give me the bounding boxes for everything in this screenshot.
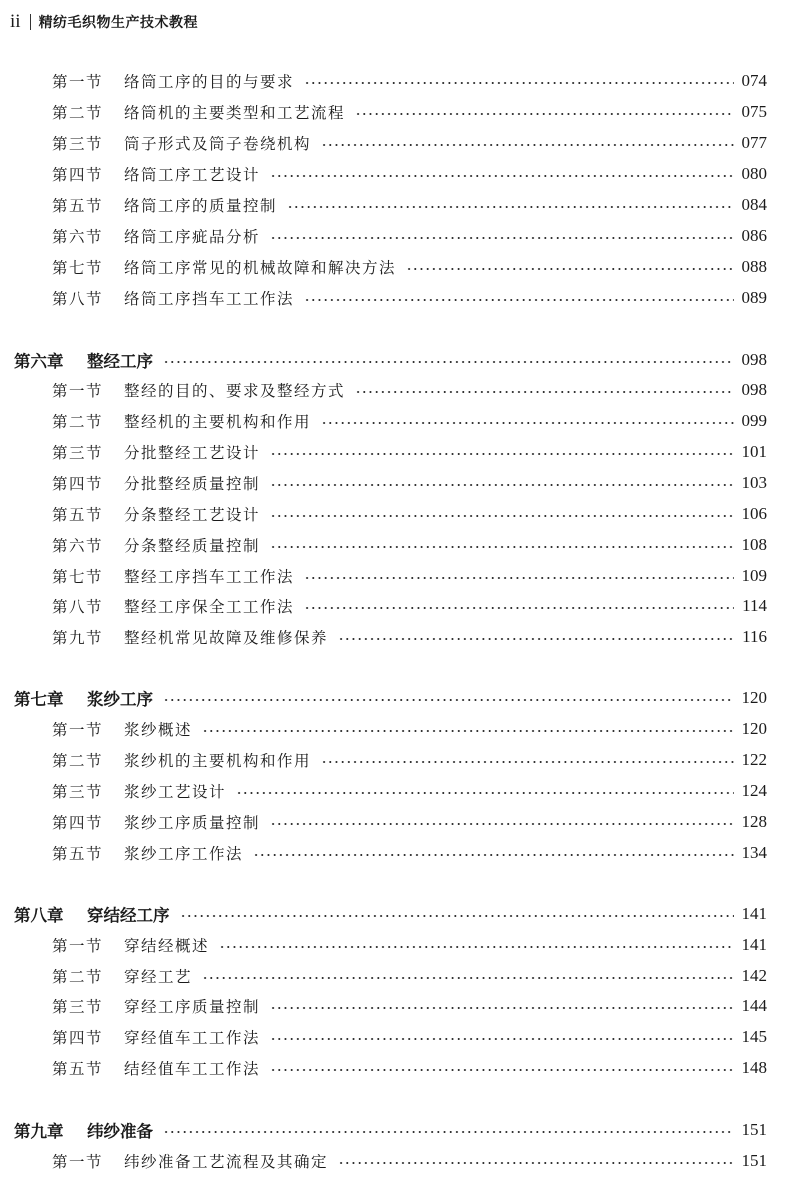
toc-section-entry[interactable] [0,778,767,804]
section-number: 第三节 [52,783,104,801]
chapter-number: 第七章 [14,690,64,709]
section-number: 第一节 [52,1153,104,1171]
toc-section-entry[interactable] [0,963,767,989]
toc-section-entry[interactable] [0,593,767,619]
section-title: 浆纱工序质量控制 [124,814,261,832]
toc-entry-label [52,934,209,956]
toc-entry-label [52,503,260,525]
toc-entry-label [52,1150,328,1172]
toc-entry-label [52,163,260,185]
toc-entry-label [52,472,260,494]
dot-leader [270,1069,733,1071]
page-reference: 075 [741,102,767,121]
dot-leader [270,515,733,517]
toc-section-entry[interactable] [0,809,767,835]
page-reference: 109 [741,566,767,585]
section-title: 纬纱准备工艺流程及其确定 [124,1153,329,1171]
dot-leader [321,144,733,146]
page-reference: 108 [741,535,767,554]
dot-leader [321,761,733,763]
toc-section-entry[interactable] [0,439,767,465]
toc-entry-label [52,132,311,154]
section-title: 络筒工序的目的与要求 [124,73,295,91]
section-number: 第五节 [52,197,104,215]
toc-chapter-entry[interactable] [0,685,767,711]
section-title: 整经工序保全工工作法 [124,598,295,616]
section-title: 浆纱概述 [124,721,193,739]
chapter-number: 第六章 [14,352,64,371]
section-title: 整经机常见故障及维修保养 [124,629,329,647]
page-reference: 124 [741,781,767,800]
dot-leader [355,113,733,115]
toc-section-entry[interactable] [0,161,767,187]
section-number: 第七节 [52,259,104,277]
dot-leader [270,484,733,486]
section-number: 第五节 [52,1060,104,1078]
section-number: 第四节 [52,814,104,832]
toc-section-entry[interactable] [0,932,767,958]
section-number: 第一节 [52,382,104,400]
page-reference: 074 [741,71,767,90]
dot-leader [270,1038,733,1040]
toc-entry-label [52,1026,260,1048]
toc-entry-label [52,995,260,1017]
section-number: 第五节 [52,506,104,524]
section-number: 第六节 [52,228,104,246]
toc-section-entry[interactable] [0,470,767,496]
dot-leader [253,854,733,856]
book-title: 精纺毛织物生产技术教程 [38,15,199,31]
page-reference: 151 [741,1120,767,1139]
dot-leader [202,730,733,732]
dot-leader [180,915,734,917]
toc-section-entry[interactable] [0,1148,767,1174]
toc-entry-label [52,287,294,309]
section-title: 穿经工序质量控制 [124,998,261,1016]
page-reference: 116 [742,627,767,646]
toc-entry-label [52,811,260,833]
dot-leader [270,823,733,825]
dot-leader [202,977,733,979]
page-reference: 151 [741,1151,767,1170]
chapter-title: 纬纱准备 [87,1122,153,1141]
toc-chapter-entry[interactable] [0,901,767,927]
toc-section-entry[interactable] [0,285,767,311]
section-number: 第八节 [52,598,104,616]
dot-leader [304,82,733,84]
section-title: 穿经工艺 [124,968,193,986]
toc-entry-label [52,780,226,802]
section-number: 第五节 [52,845,104,863]
section-title: 浆纱工艺设计 [124,783,227,801]
dot-leader [406,268,733,270]
toc-entry-label [52,410,311,432]
toc-entry-label [14,348,153,372]
toc-entry-label [52,101,345,123]
section-title: 络筒工序工艺设计 [124,166,261,184]
page-reference: 098 [741,350,767,369]
toc-section-entry[interactable] [0,99,767,125]
dot-leader [338,1162,733,1164]
dot-leader [304,577,733,579]
dot-leader [304,299,733,301]
toc-section-entry[interactable] [0,254,767,280]
toc-section-entry[interactable] [0,223,767,249]
section-number: 第一节 [52,73,104,91]
toc-section-entry[interactable] [0,68,767,94]
dot-leader [270,453,733,455]
chapter-number: 第九章 [14,1122,64,1141]
section-title: 络筒工序挡车工工作法 [124,290,295,308]
toc-section-entry[interactable] [0,192,767,218]
toc-section-entry[interactable] [0,532,767,558]
page-reference: 088 [741,257,767,276]
page-reference: 080 [741,164,767,183]
section-title: 络筒机的主要类型和工艺流程 [124,104,346,122]
toc-section-entry[interactable] [0,377,767,403]
toc-entry-label [52,595,294,617]
toc-section-entry[interactable] [0,563,767,589]
toc-section-entry[interactable] [0,408,767,434]
chapter-number: 第八章 [14,906,64,925]
section-number: 第二节 [52,413,104,431]
toc-section-entry[interactable] [0,840,767,866]
page-reference: 142 [741,966,767,985]
section-title: 整经机的主要机构和作用 [124,413,312,431]
section-title: 分批整经工艺设计 [124,444,261,462]
dot-leader [163,361,734,363]
toc-entry-label [52,225,260,247]
section-number: 第八节 [52,290,104,308]
toc-section-entry[interactable] [0,501,767,527]
toc-section-entry[interactable] [0,624,767,650]
dot-leader [321,422,733,424]
dot-leader [338,638,734,640]
section-number: 第四节 [52,1029,104,1047]
toc-entry-label [14,1118,153,1142]
dot-leader [163,1131,734,1133]
toc-entry-label [52,749,311,771]
section-title: 浆纱机的主要机构和作用 [124,752,312,770]
section-title: 分条整经质量控制 [124,537,261,555]
section-title: 整经工序挡车工工作法 [124,568,295,586]
toc-entry-label [52,194,277,216]
section-title: 络筒工序常见的机械故障和解决方法 [124,259,397,277]
toc-section-entry[interactable] [0,993,767,1019]
section-title: 穿经值车工工作法 [124,1029,261,1047]
dot-leader [304,607,734,609]
section-number: 第六节 [52,537,104,555]
toc-entry-label [52,256,396,278]
toc-entry-label [52,626,328,648]
toc-section-entry[interactable] [0,130,767,156]
section-number: 第四节 [52,475,104,493]
toc-entry-label [52,70,294,92]
toc-entry-label [52,965,192,987]
dot-leader [355,391,733,393]
section-title: 结经值车工工作法 [124,1060,261,1078]
page-reference: 144 [741,996,767,1015]
section-title: 络筒工序的质量控制 [124,197,278,215]
page-reference: 086 [741,226,767,245]
toc-entry-label [14,902,170,926]
page-reference: 120 [741,688,767,707]
page-reference: 098 [741,380,767,399]
chapter-title: 穿结经工序 [87,906,170,925]
section-title: 穿结经概述 [124,937,210,955]
page-reference: 103 [741,473,767,492]
page-reference: 089 [741,288,767,307]
page-reference: 120 [741,719,767,738]
page-number: ii [10,11,21,32]
chapter-title: 浆纱工序 [87,690,153,709]
section-title: 整经的目的、要求及整经方式 [124,382,346,400]
page-reference: 077 [741,133,767,152]
page-reference: 148 [741,1058,767,1077]
section-number: 第一节 [52,721,104,739]
page-reference: 106 [741,504,767,523]
page-reference: 084 [741,195,767,214]
section-title: 络筒工序疵品分析 [124,228,261,246]
page-reference: 122 [741,750,767,769]
section-number: 第二节 [52,752,104,770]
section-title: 浆纱工序工作法 [124,845,244,863]
page-reference: 141 [741,935,767,954]
toc-entry-label [52,379,345,401]
section-number: 第三节 [52,444,104,462]
dot-leader [287,206,733,208]
toc-entry-label [52,1057,260,1079]
toc-entry-label [14,686,153,710]
toc-section-entry[interactable] [0,716,767,742]
toc-entry-label [52,842,243,864]
toc-entry-label [52,718,192,740]
section-number: 第一节 [52,937,104,955]
dot-leader [236,792,733,794]
section-number: 第三节 [52,135,104,153]
toc-entry-label [52,534,260,556]
section-number: 第四节 [52,166,104,184]
toc-section-entry[interactable] [0,1024,767,1050]
page-reference: 134 [741,843,767,862]
dot-leader [270,175,733,177]
toc-entry-label [52,565,294,587]
toc-chapter-entry[interactable] [0,1117,767,1143]
chapter-title: 整经工序 [87,352,153,371]
dot-leader [270,237,733,239]
section-number: 第二节 [52,968,104,986]
section-number: 第七节 [52,568,104,586]
dot-leader [270,546,733,548]
page-reference: 114 [742,596,767,615]
page-reference: 128 [741,812,767,831]
section-number: 第九节 [52,629,104,647]
page-reference: 145 [741,1027,767,1046]
section-number: 第二节 [52,104,104,122]
toc-section-entry[interactable] [0,1055,767,1081]
toc-chapter-entry[interactable] [0,347,767,373]
section-title: 筒子形式及筒子卷绕机构 [124,135,312,153]
dot-leader [270,1007,733,1009]
toc-section-entry[interactable] [0,747,767,773]
dot-leader [219,946,733,948]
dot-leader [163,699,734,701]
page-reference: 099 [741,411,767,430]
toc-entry-label [52,441,260,463]
section-title: 分批整经质量控制 [124,475,261,493]
page-reference: 141 [741,904,767,923]
section-number: 第三节 [52,998,104,1016]
page-reference: 101 [741,442,767,461]
section-title: 分条整经工艺设计 [124,506,261,524]
